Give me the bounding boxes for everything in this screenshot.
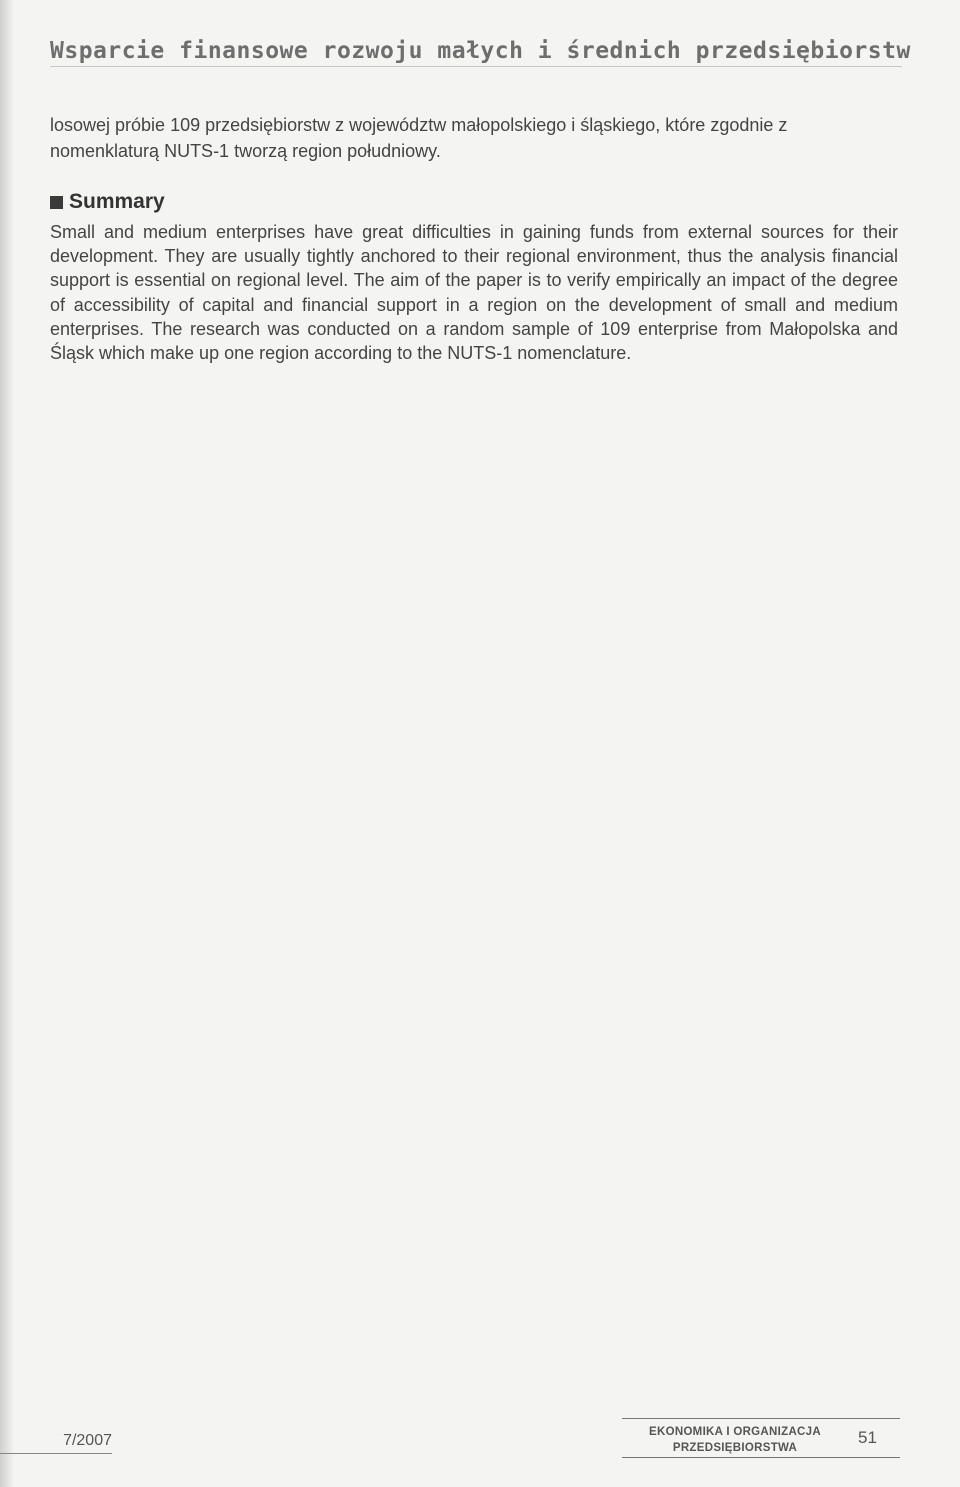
- page-number: 51: [858, 1428, 877, 1447]
- footer-journal-line1: EKONOMIKA I ORGANIZACJA: [649, 1426, 821, 1438]
- footer-journal-name: [622, 1424, 848, 1456]
- intro-paragraph: losowej próbie 109 przedsiębiorstw z województw małopolskiego i śląskiego, które zgodnie z nomenklaturą NUTS-1 tworzą region południowy.: [50, 115, 788, 161]
- footer-issue: 7/2007: [63, 1432, 112, 1449]
- footer-journal-line2: PRZEDSIĘBIORSTWA: [672, 1442, 798, 1454]
- footer-journal-bottom-rule: [622, 1457, 900, 1458]
- square-bullet-icon: [50, 196, 63, 209]
- page-edge-shadow: [0, 0, 14, 1487]
- summary-paragraph: Small and medium enterprises have great difficulties in gaining funds from external sources for their development. They are usually tightly anchored to their regional environment, thus the analysis financial support is essential on regional level. The aim of the paper is to verify empirically an impact of the degree of accessibility of capital and financial support in a region on the development of small and medium enterprises. The research was conducted on a random sample of 109 enterprise from Małopolska and Śląsk which make up one region according to the NUTS-1 nomenclature.: [50, 222, 898, 364]
- header-divider: [50, 66, 902, 67]
- summary-heading: [50, 190, 165, 214]
- running-header: Wsparcie finansowe rozwoju małych i średnich przedsiębiorstw: [50, 38, 911, 64]
- footer-journal-top-rule: [622, 1418, 900, 1419]
- summary-heading-label: Summary: [69, 190, 165, 213]
- footer-issue-rule: [0, 1453, 112, 1454]
